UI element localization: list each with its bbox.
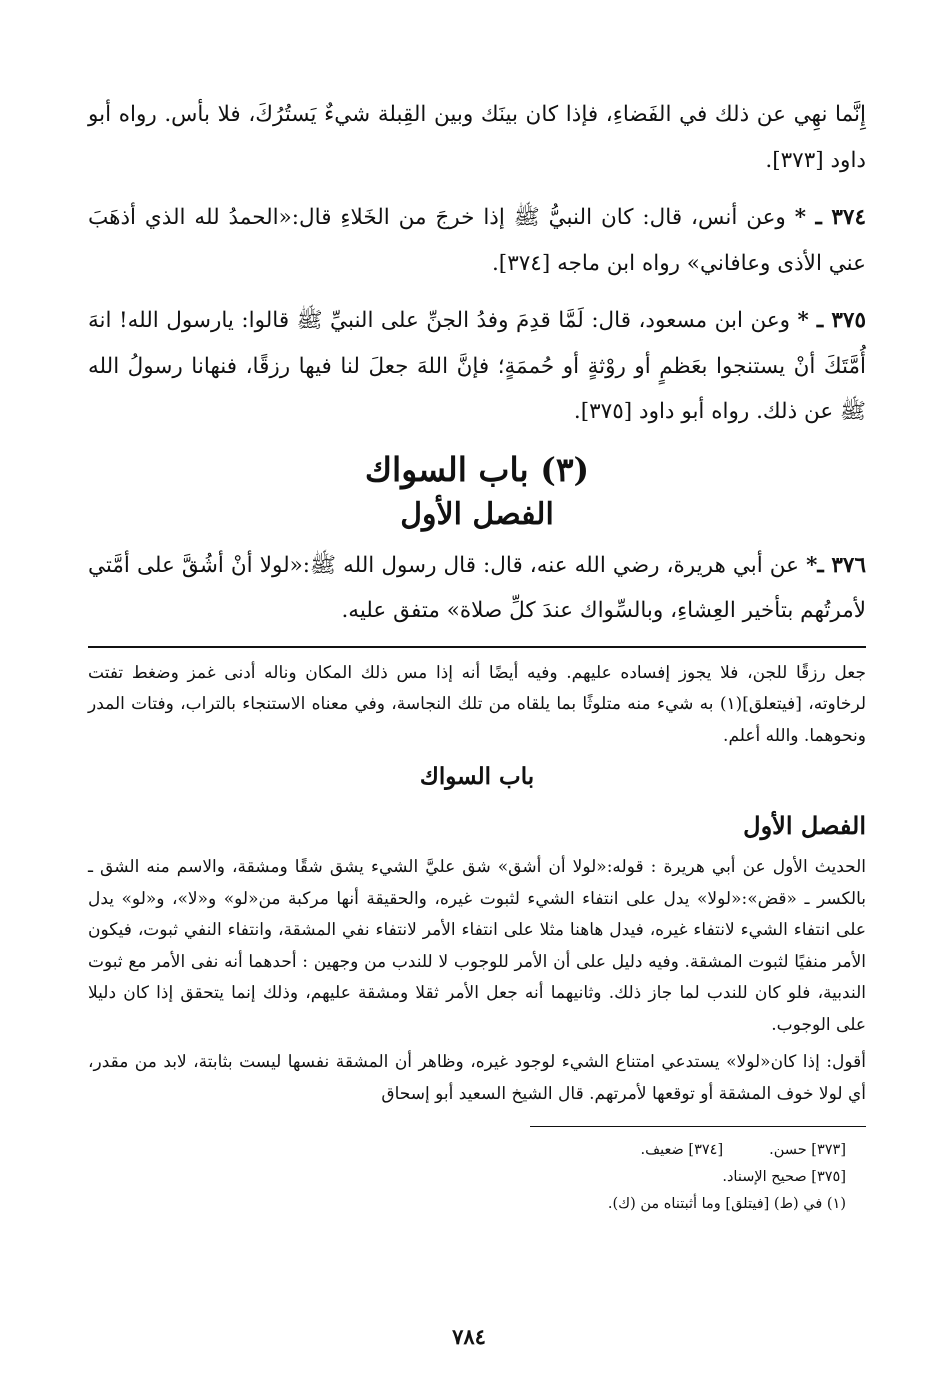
hadith-number: ٣٧٦ ـ* [806, 552, 866, 578]
hadith-number: ٣٧٥ ـ * [797, 308, 866, 333]
hadith-text: وعن أنس، قال: كان النبيُّ ﷺ إذا خرجَ من الخَلاءِ قال:«الحمدُ لله الذي أذهَبَ عني الأذى وعافاني» رواه ابن ماجه [٣٧٤]. [88, 205, 866, 276]
section-title: الفصل الأول [400, 496, 554, 532]
commentary-chapter-title: باب السواك [419, 763, 535, 790]
hadith-376 [88, 543, 866, 634]
hadith-373-tail [88, 92, 866, 183]
footnote-divider [530, 1126, 866, 1127]
chapter-title: (٣) باب السواك [364, 449, 590, 489]
page-number: ٧٨٤ [452, 1324, 486, 1349]
footnote-375: [٣٧٥] صحيح الإسناد. [722, 1169, 846, 1185]
hadith-text: إِنَّما نهِي عن ذلك في الفَضاءِ، فإذا كان بينَك وبين القِبلة شيءٌ يَستُرُكَ، فلا بأس. رواه أبو داود [٣٧٣]. [88, 102, 866, 173]
commentary-paragraph-2: الحديث الأول عن أبي هريرة : قوله:«لولا أن أشق» شق عليَّ الشيء يشق شقًا ومشقة، والاسم منه الشق ـ بالكسر ـ «قض»:«لولا» يدل على انتفاء الشيء لثبوت غيره، والحقيقة أنها مركبة من«لو» و«لا»، و«لو» يدل على انتفاء الشيء لانتفاء غيره، فيدل هاهنا مثلا على انتفاء الأمر لانتفاء نفي المشقة، وانتفاء النفي ثبوت، فيكون الأمر منفيًا لثبوت المشقة. وفيه دليل على أن الأمر للوجوب لا للندب من وجهين : أحدهما أنه نفى الأمر مع ثبوت الندبية، فلو كان للندب لما جاز ذلك. وثانيهما أنه جعل الأمر ثقلا ومشقة عليهم، وذلك إنما يتحقق إذا كان دليلا على الوجوب. [88, 857, 866, 1035]
footnotes [88, 1137, 866, 1218]
footnote-row [88, 1137, 846, 1164]
hadith-375 [88, 298, 866, 435]
hadith-374 [88, 195, 866, 286]
commentary-section-title: الفصل الأول [743, 811, 866, 840]
commentary-divider [88, 646, 866, 648]
footnote-373: [٣٧٣] حسن. [769, 1142, 846, 1158]
footnote-1: (١) في (ط) [فيتلق] وما أثبتناه من (ك). [607, 1196, 846, 1212]
commentary-paragraph-3: أقول: إذا كان«لولا» يستدعي امتناع الشيء لوجود غيره، وظاهر أن المشقة نفسها ليست بثابتة، لابد من مقدر، أي لولا خوف المشقة أو توقعها لأمرتهم. قال الشيخ السعيد أبو إسحاق [88, 1052, 866, 1104]
footnote-374: [٣٧٤] ضعيف. [640, 1142, 724, 1158]
commentary-paragraph-1: جعل رزقًا للجن، فلا يجوز إفساده عليهم. وفيه أيضًا أنه إذا مس ذلك المكان وناله أدنى غمز وضغط تفتت لرخاوته، [فيتعلق](١) به شيء منه متلوثًا بما يلقاه من تلك النجاسة، وفي معناه الاستنجاء بالتراب، وفتات المدر ونحوهما. والله أعلم. [88, 662, 867, 746]
hadith-number: ٣٧٤ ـ * [794, 205, 866, 230]
hadith-text: وعن ابن مسعود، قال: لَمَّا قدِمَ وفدُ الجنِّ على النبيِّ ﷺ قالوا: يارسول الله! انهَ أُمَّتَكَ أنْ يستنجوا بعَظمٍ أو روْثةٍ أو حُممَةٍ؛ فإنَّ اللهَ جعلَ لنا فيها رزقًا، فنهانا رسولُ الله ﷺ عن ذلك. رواه أبو داود [٣٧٥]. [88, 308, 866, 424]
page-body [88, 92, 866, 1386]
hadith-text: عن أبي هريرة، رضي الله عنه، قال: قال رسول الله ﷺ:«لولا أنْ أشُقَّ على أمَّتي لأمرتُهم بتأخير العِشاءِ، وبالسِّواك عندَ كلِّ صلاة» متفق عليه. [88, 552, 866, 623]
